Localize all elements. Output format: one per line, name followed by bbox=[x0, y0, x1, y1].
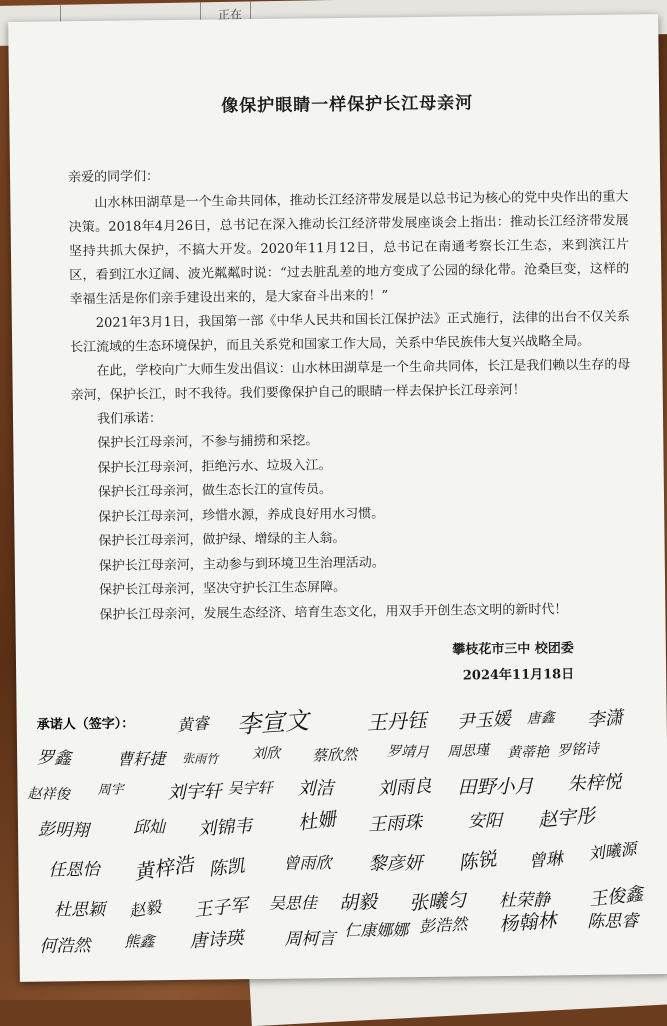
signature: 仁康娜娜 bbox=[344, 920, 409, 940]
signature: 曾雨欣 bbox=[283, 853, 332, 873]
issuer: 攀枝花市三中 校团委 bbox=[452, 641, 574, 658]
pledge-item: 保护长江母亲河，做生态长江的宣传员。 bbox=[97, 482, 333, 500]
signature: 杜姗 bbox=[296, 808, 338, 835]
signature: 任恩怡 bbox=[48, 859, 100, 881]
signature: 吴宇轩 bbox=[227, 778, 273, 798]
paragraph: 在此，学校向广大师生发出倡议：山水林田湖草是一个生命共同体，长江是我们赖以生存的母亲河，保护长江，时不我待。我们要像保护自己的眼睛一样去保护长江母亲河！ bbox=[70, 357, 631, 404]
pledge-item: 保护长江母亲河，做护绿、增绿的主人翁。 bbox=[98, 530, 346, 549]
pledge-item: 保护长江母亲河，不参与捕捞和采挖。 bbox=[97, 433, 319, 451]
signature: 刘锦韦 bbox=[197, 815, 253, 841]
signature: 朱梓悦 bbox=[567, 771, 623, 796]
underlying-text: 正在 bbox=[218, 7, 243, 23]
greeting: 亲爱的同学们： bbox=[67, 169, 160, 186]
signature: 尹玉媛 bbox=[456, 708, 512, 733]
signature: 胡毅 bbox=[338, 890, 378, 915]
signature: 安阳 bbox=[467, 811, 503, 832]
signature: 田野小月 bbox=[457, 775, 534, 799]
pledge-item: 保护长江母亲河，珍惜水源，养成良好用水习惯。 bbox=[98, 505, 385, 525]
signature: 周宇 bbox=[97, 782, 124, 798]
signature: 黄睿 bbox=[176, 713, 210, 736]
signature: 王子军 bbox=[193, 894, 250, 922]
signature: 杨翰林 bbox=[498, 909, 558, 937]
signature: 王俊鑫 bbox=[588, 883, 645, 911]
signature: 陈锐 bbox=[457, 848, 498, 875]
signature: 蔡欣然 bbox=[311, 745, 358, 765]
pledge-letter bbox=[8, 14, 667, 982]
signature-area bbox=[27, 698, 660, 957]
signature: 黄梓浩 bbox=[132, 851, 196, 885]
pledge-item: 保护长江母亲河，坚决守护长江生态屏障。 bbox=[99, 579, 347, 598]
signature: 彭明翔 bbox=[37, 819, 90, 841]
signature: 曾琳 bbox=[527, 849, 564, 872]
signature: 张曦匀 bbox=[408, 889, 467, 915]
pledge-item: 保护长江母亲河，拒绝污水、垃圾入江。 bbox=[97, 457, 332, 476]
signature: 彭浩然 bbox=[418, 914, 468, 937]
signature: 唐诗瑛 bbox=[188, 927, 245, 953]
signature: 刘宇轩 bbox=[167, 780, 222, 804]
signature: 罗靖月 bbox=[386, 743, 430, 761]
paragraph: 山水林田湖草是一个生命共同体，推动长江经济带发展是以总书记为核心的党中央作出的重大决策。2018年4月26日，总书记在深入推动长江经济带发展座谈会上指出：推动长江经济带发展坚持共抓大保护，不搞大开发。2020年11月12日，总书记在南通考察长江生态，来到滨江片区，看到江水辽阔、波光粼粼时说：“过去脏乱差的地方变成了公园的绿化带。沧桑巨变，这样的幸福生活是你们亲手建设出来的，是大家奋斗出来的！” bbox=[68, 189, 630, 308]
issuer-block bbox=[74, 635, 635, 694]
signature: 陈思睿 bbox=[587, 911, 639, 932]
signature: 唐鑫 bbox=[526, 709, 556, 728]
signature: 刘雨良 bbox=[377, 775, 433, 800]
pledge-item: 保护长江母亲河，主动参与到环境卫生治理活动。 bbox=[98, 554, 385, 574]
signers-label: 承诺人（签字）： bbox=[36, 716, 135, 733]
signature: 赵毅 bbox=[127, 897, 163, 921]
signature: 曹耔捷 bbox=[117, 749, 166, 769]
signature: 何浩然 bbox=[39, 936, 91, 957]
signature: 熊鑫 bbox=[124, 932, 155, 951]
signature: 赵祥俊 bbox=[27, 786, 70, 804]
signature: 刘欣 bbox=[252, 745, 281, 763]
signature: 李潇 bbox=[586, 707, 624, 732]
pledge-heading: 我们承诺： bbox=[96, 411, 163, 427]
paragraph: 2021年3月1日，我国第一部《中华人民共和国长江保护法》正式施行，法律的出台不仅关系长江流域的生态环境保护，而且关系党和国家工作大局，关系中华民族伟大复兴战略全局。 bbox=[70, 309, 630, 356]
signature: 吴思佳 bbox=[268, 893, 318, 913]
signature: 陈凯 bbox=[207, 855, 246, 881]
signature: 刘曦源 bbox=[587, 838, 638, 864]
signature: 李宣文 bbox=[236, 706, 310, 740]
signature: 黎彦妍 bbox=[368, 853, 423, 875]
signature: 张雨竹 bbox=[182, 751, 219, 767]
letter-body bbox=[67, 86, 634, 694]
signature: 周思瑾 bbox=[446, 742, 490, 761]
signature: 黄蒂艳 bbox=[507, 744, 550, 761]
pledge-item: 保护长江母亲河，发展生态经济、培育生态文化，用双手开创生态文明的新时代！ bbox=[99, 601, 568, 623]
signature: 赵宇彤 bbox=[537, 804, 596, 832]
signature: 邱灿 bbox=[132, 817, 166, 837]
signature: 罗铭诗 bbox=[556, 740, 600, 760]
signature: 罗鑫 bbox=[36, 748, 72, 769]
signature: 周柯言 bbox=[284, 929, 336, 950]
letter-title: 像保护眼睛一样保护长江母亲河 bbox=[221, 93, 474, 117]
signature: 王丹钰 bbox=[366, 707, 428, 735]
signature: 杜思颖 bbox=[53, 899, 106, 921]
issue-date: 2024年11月18日 bbox=[462, 667, 575, 684]
signature: 杜荣静 bbox=[498, 890, 551, 912]
signature: 王雨珠 bbox=[367, 812, 423, 836]
signature: 刘洁 bbox=[297, 778, 334, 800]
